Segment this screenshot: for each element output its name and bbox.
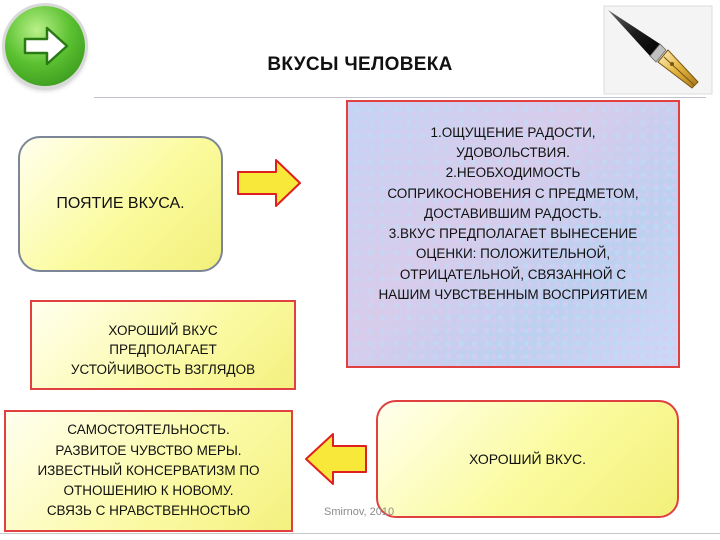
definition-line: СОПРИКОСНОВЕНИЯ С ПРЕДМЕТОМ, xyxy=(387,185,639,201)
definition-line: УДОВОЛЬСТВИЯ. xyxy=(456,145,570,161)
good-taste-box xyxy=(376,400,679,518)
definition-line: 3.ВКУС ПРЕДПОЛАГАЕТ ВЫНЕСЕНИЕ xyxy=(388,226,638,242)
stability-line: ПРЕДПОЛАГАЕТ xyxy=(109,342,217,358)
definition-line: ОТРИЦАТЕЛЬНОЙ, СВЯЗАННОЙ С xyxy=(399,266,627,282)
stability-line: УСТОЙЧИВОСТЬ ВЗГЛЯДОВ xyxy=(70,361,256,377)
fountain-pen-icon xyxy=(602,4,714,96)
traits-line: СВЯЗЬ С НРАВСТВЕННОСТЬЮ xyxy=(46,503,251,519)
definition-line: НАШИМ ЧУВСТВЕННЫМ ВОСПРИЯТИЕМ xyxy=(378,286,648,302)
author-watermark: Smirnov, 2010 xyxy=(324,506,395,518)
concept-box xyxy=(18,136,223,272)
title-divider xyxy=(94,97,706,98)
definition-box xyxy=(346,100,680,368)
concept-text: ПОЯТИЕ ВКУСА. xyxy=(56,195,185,213)
traits-line: РАЗВИТОЕ ЧУВСТВО МЕРЫ. xyxy=(55,442,242,458)
definition-line: ДОСТАВИВШИМ РАДОСТЬ. xyxy=(424,205,602,221)
definition-line: 1.ОЩУЩЕНИЕ РАДОСТИ, xyxy=(430,124,596,140)
traits-line: ИЗВЕСТНЫЙ КОНСЕРВАТИЗМ ПО xyxy=(37,462,260,478)
stability-box xyxy=(30,300,296,390)
traits-box xyxy=(4,410,293,532)
traits-line: ОТНОШЕНИЮ К НОВОМУ. xyxy=(63,483,234,499)
bottom-divider xyxy=(0,533,720,534)
page-title: ВКУСЫ ЧЕЛОВЕКА xyxy=(267,54,453,75)
stability-line: ХОРОШИЙ ВКУС xyxy=(108,322,218,338)
traits-line: САМОСТОЯТЕЛЬНОСТЬ. xyxy=(67,422,230,438)
good-taste-text: ХОРОШИЙ ВКУС. xyxy=(468,450,587,467)
definition-line: ОЦЕНКИ: ПОЛОЖИТЕЛЬНОЙ, xyxy=(415,246,611,262)
definition-line: 2.НЕОБХОДИМОСТЬ xyxy=(445,165,581,181)
